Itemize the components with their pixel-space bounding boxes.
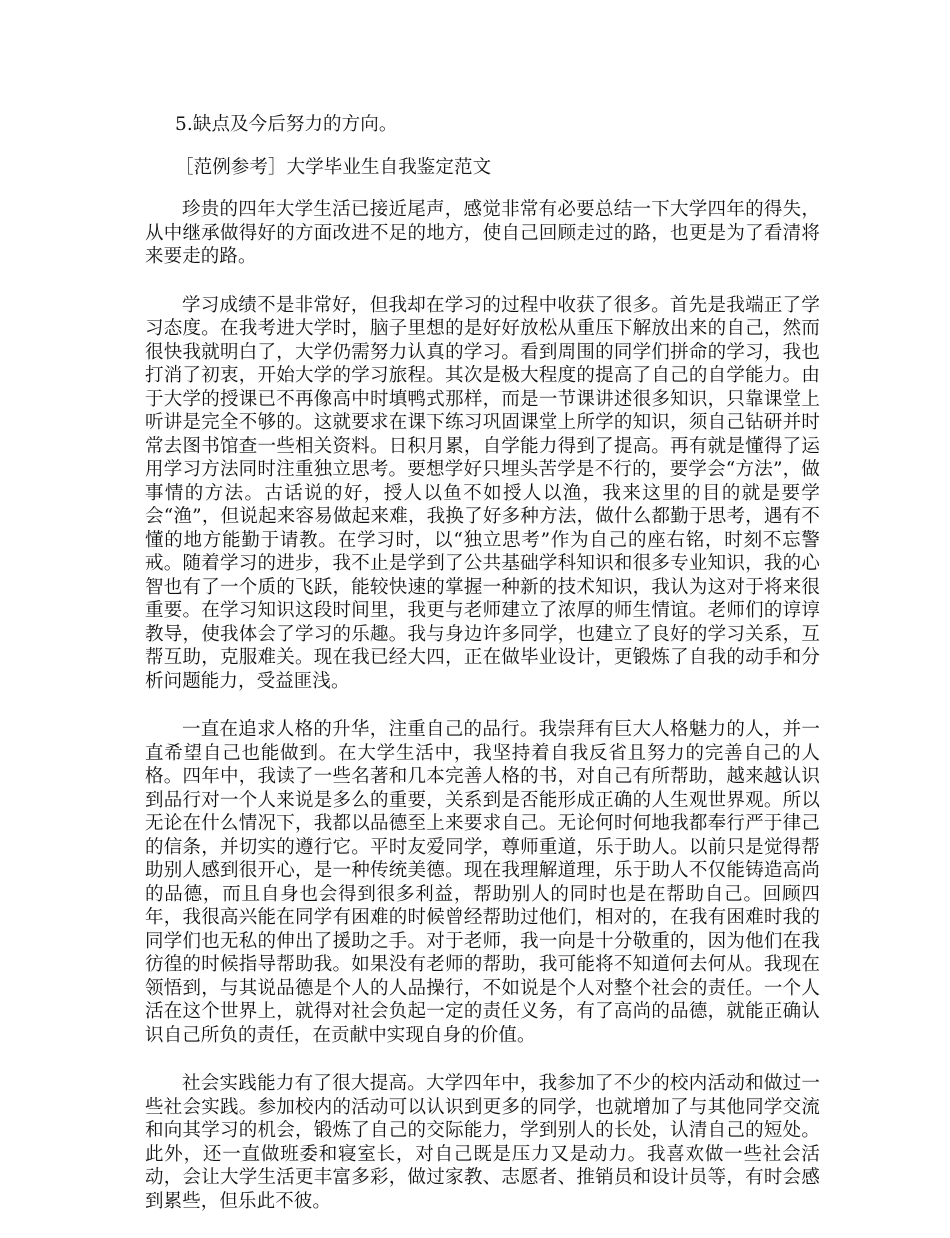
paragraph-social-practice: 社会实践能力有了很大提高。大学四年中，我参加了不少的校内活动和做过一些社会实践。参加校内的活动可以认识到更多的同学，也就增加了与其他同学交流和向其学习的机会，锻炼了自己的交际能力，学到别人的长处，认清自己的短处。此外，还一直做班委和寝室长，对自己既是压力又是动力。我喜欢做一些社会活动，会让大学生活更丰富多彩，做过家教、志愿者、推销员和设计员等，有时会感到累些，但乐此不彼。 bbox=[145, 1073, 820, 1212]
paragraph-study: 学习成绩不是非常好，但我却在学习的过程中收获了很多。首先是我端正了学习态度。在我考进大学时，脑子里想的是好好放松从重压下解放出来的自己，然而很快我就明白了，大学仍需努力认真的学习。看到周围的同学们拼命的学习，我也打消了初衷，开始大学的学习旅程。其次是极大程度的提高了自己的自学能力。由于大学的授课已不再像高中时填鸭式那样，而是一节课讲述很多知识，只靠课堂上听讲是完全不够的。这就要求在课下练习巩固课堂上所学的知识，须自己钻研并时常去图书馆查一些相关资料。日积月累，自学能力得到了提高。再有就是懂得了运用学习方法同时注重独立思考。要想学好只埋头苦学是不行的，要学会“方法”，做事情的方法。古话说的好，授人以鱼不如授人以渔，我来这里的目的就是要学会“渔”，但说起来容易做起来难，我换了好多种方法，做什么都勤于思考，遇有不懂的地方能勤于请教。在学习时，以“独立思考”作为自己的座右铭，时刻不忘警戒。随着学习的进步，我不止是学到了公共基础学科知识和很多专业知识，我的心智也有了一个质的飞跃，能较快速的掌握一种新的技术知识，我认为这对于将来很重要。在学习知识这段时间里，我更与老师建立了浓厚的师生情谊。老师们的谆谆教导，使我体会了学习的乐趣。我与身边许多同学，也建立了良好的学习关系，互帮互助，克服难关。现在我已经大四，正在做毕业设计，更锻炼了自我的动手和分析问题能力，受益匪浅。 bbox=[145, 294, 820, 692]
example-title: ［范例参考］大学毕业生自我鉴定范文 bbox=[175, 156, 492, 178]
document-body bbox=[145, 113, 820, 1238]
paragraph-character: 一直在追求人格的升华，注重自己的品行。我崇拜有巨大人格魅力的人，并一直希望自己也能做到。在大学生活中，我坚持着自我反省且努力的完善自己的人格。四年中，我读了一些名著和几本完善人格的书，对自己有所帮助，越来越认识到品行对一个人来说是多么的重要，关系到是否能形成正确的人生观世界观。所以无论在什么情况下，我都以品德至上来要求自己。无论何时何地我都奉行严于律己的信条，并切实的遵行它。平时友爱同学，尊师重道，乐于助人。以前只是觉得帮助别人感到很开心，是一种传统美德。现在我理解道理，乐于助人不仅能铸造高尚的品德，而且自身也会得到很多利益，帮助别人的同时也是在帮助自己。回顾四年，我很高兴能在同学有困难的时候曾经帮助过他们，相对的，在我有困难时我的同学们也无私的伸出了援助之手。对于老师，我一向是十分敬重的，因为他们在我彷徨的时候指导帮助我。如果没有老师的帮助，我可能将不知道何去何从。我现在领悟到，与其说品德是个人的人品操行，不如说是个人对整个社会的责任。一个人活在这个世界上，就得对社会负起一定的责任义务，有了高尚的品德，就能正确认识自己所负的责任，在贡献中实现自身的价值。 bbox=[145, 719, 820, 1046]
section-heading-item: 5.缺点及今后努力的方向。 bbox=[175, 114, 398, 135]
paragraph-intro: 珍贵的四年大学生活已接近尾声，感觉非常有必要总结一下大学四年的得失，从中继承做得好的方面改进不足的地方，使自己回顾走过的路，也更是为了看清将来要走的路。 bbox=[145, 199, 820, 267]
